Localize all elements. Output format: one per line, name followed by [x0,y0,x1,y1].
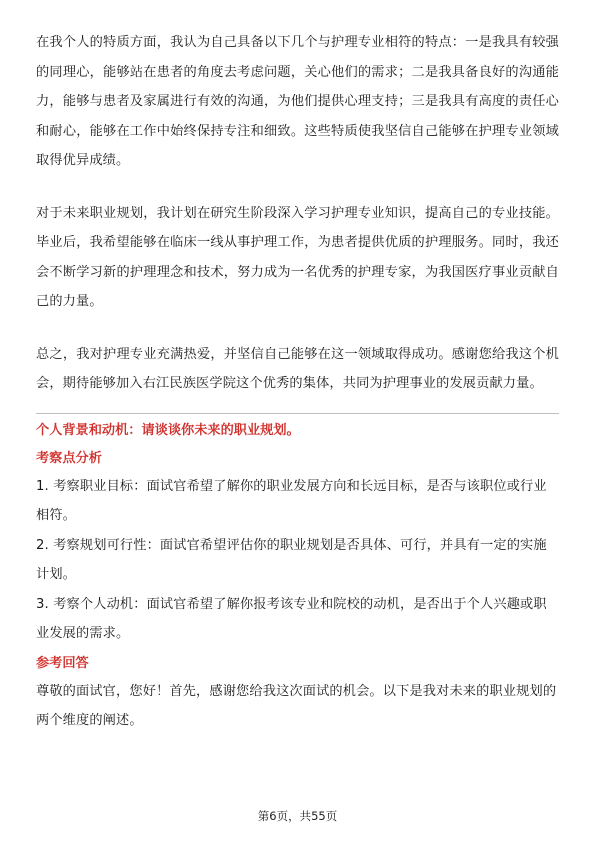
answer-heading: 参考回答 [36,655,89,671]
paragraph-conclusion: 总之，我对护理专业充满热爱，并坚信自己能够在这一领域取得成功。感谢您给我这个机会，期待能够加入右江民族医学院这个优秀的集体，共同为护理事业的发展贡献力量。 [36,346,559,391]
answer-text: 尊敬的面试官，您好！首先，感谢您给我这次面试的机会。以下是我对未来的职业规划的两个维度的阐述。 [36,683,557,728]
page-number: 第6页，共55页 [257,809,338,823]
question-title: 个人背景和动机：请谈谈你未来的职业规划。 [36,422,300,438]
analysis-heading: 考察点分析 [36,450,102,466]
analysis-item: 3. 考察个人动机：面试官希望了解你报考该专业和院校的动机，是否出于个人兴趣或职业发展的需求。 [36,596,547,641]
document-page [36,28,559,736]
paragraph-traits: 在我个人的特质方面，我认为自己具备以下几个与护理专业相符的特点：一是我具有较强的同理心，能够站在患者的角度去考虑问题，关心他们的需求；二是我具备良好的沟通能力，能够与患者及家属进行有效的沟通，为他们提供心理支持；三是我具有高度的责任心和耐心，能够在工作中始终保持专注和细致。这些特质使我坚信自己能够在护理专业领域取得优异成绩。 [36,35,559,168]
section-divider [36,413,559,414]
paragraph-career-plan: 对于未来职业规划，我计划在研究生阶段深入学习护理专业知识，提高自己的专业技能。毕业后，我希望能够在临床一线从事护理工作，为患者提供优质的护理服务。同时，我还会不断学习新的护理理念和技术，努力成为一名优秀的护理专家，为我国医疗事业贡献自己的力量。 [36,205,559,309]
analysis-item: 2. 考察规划可行性：面试官希望评估你的职业规划是否具体、可行，并具有一定的实施计划。 [36,537,547,582]
analysis-item: 1. 考察职业目标：面试官希望了解你的职业发展方向和长远目标，是否与该职位或行业相符。 [36,478,547,523]
